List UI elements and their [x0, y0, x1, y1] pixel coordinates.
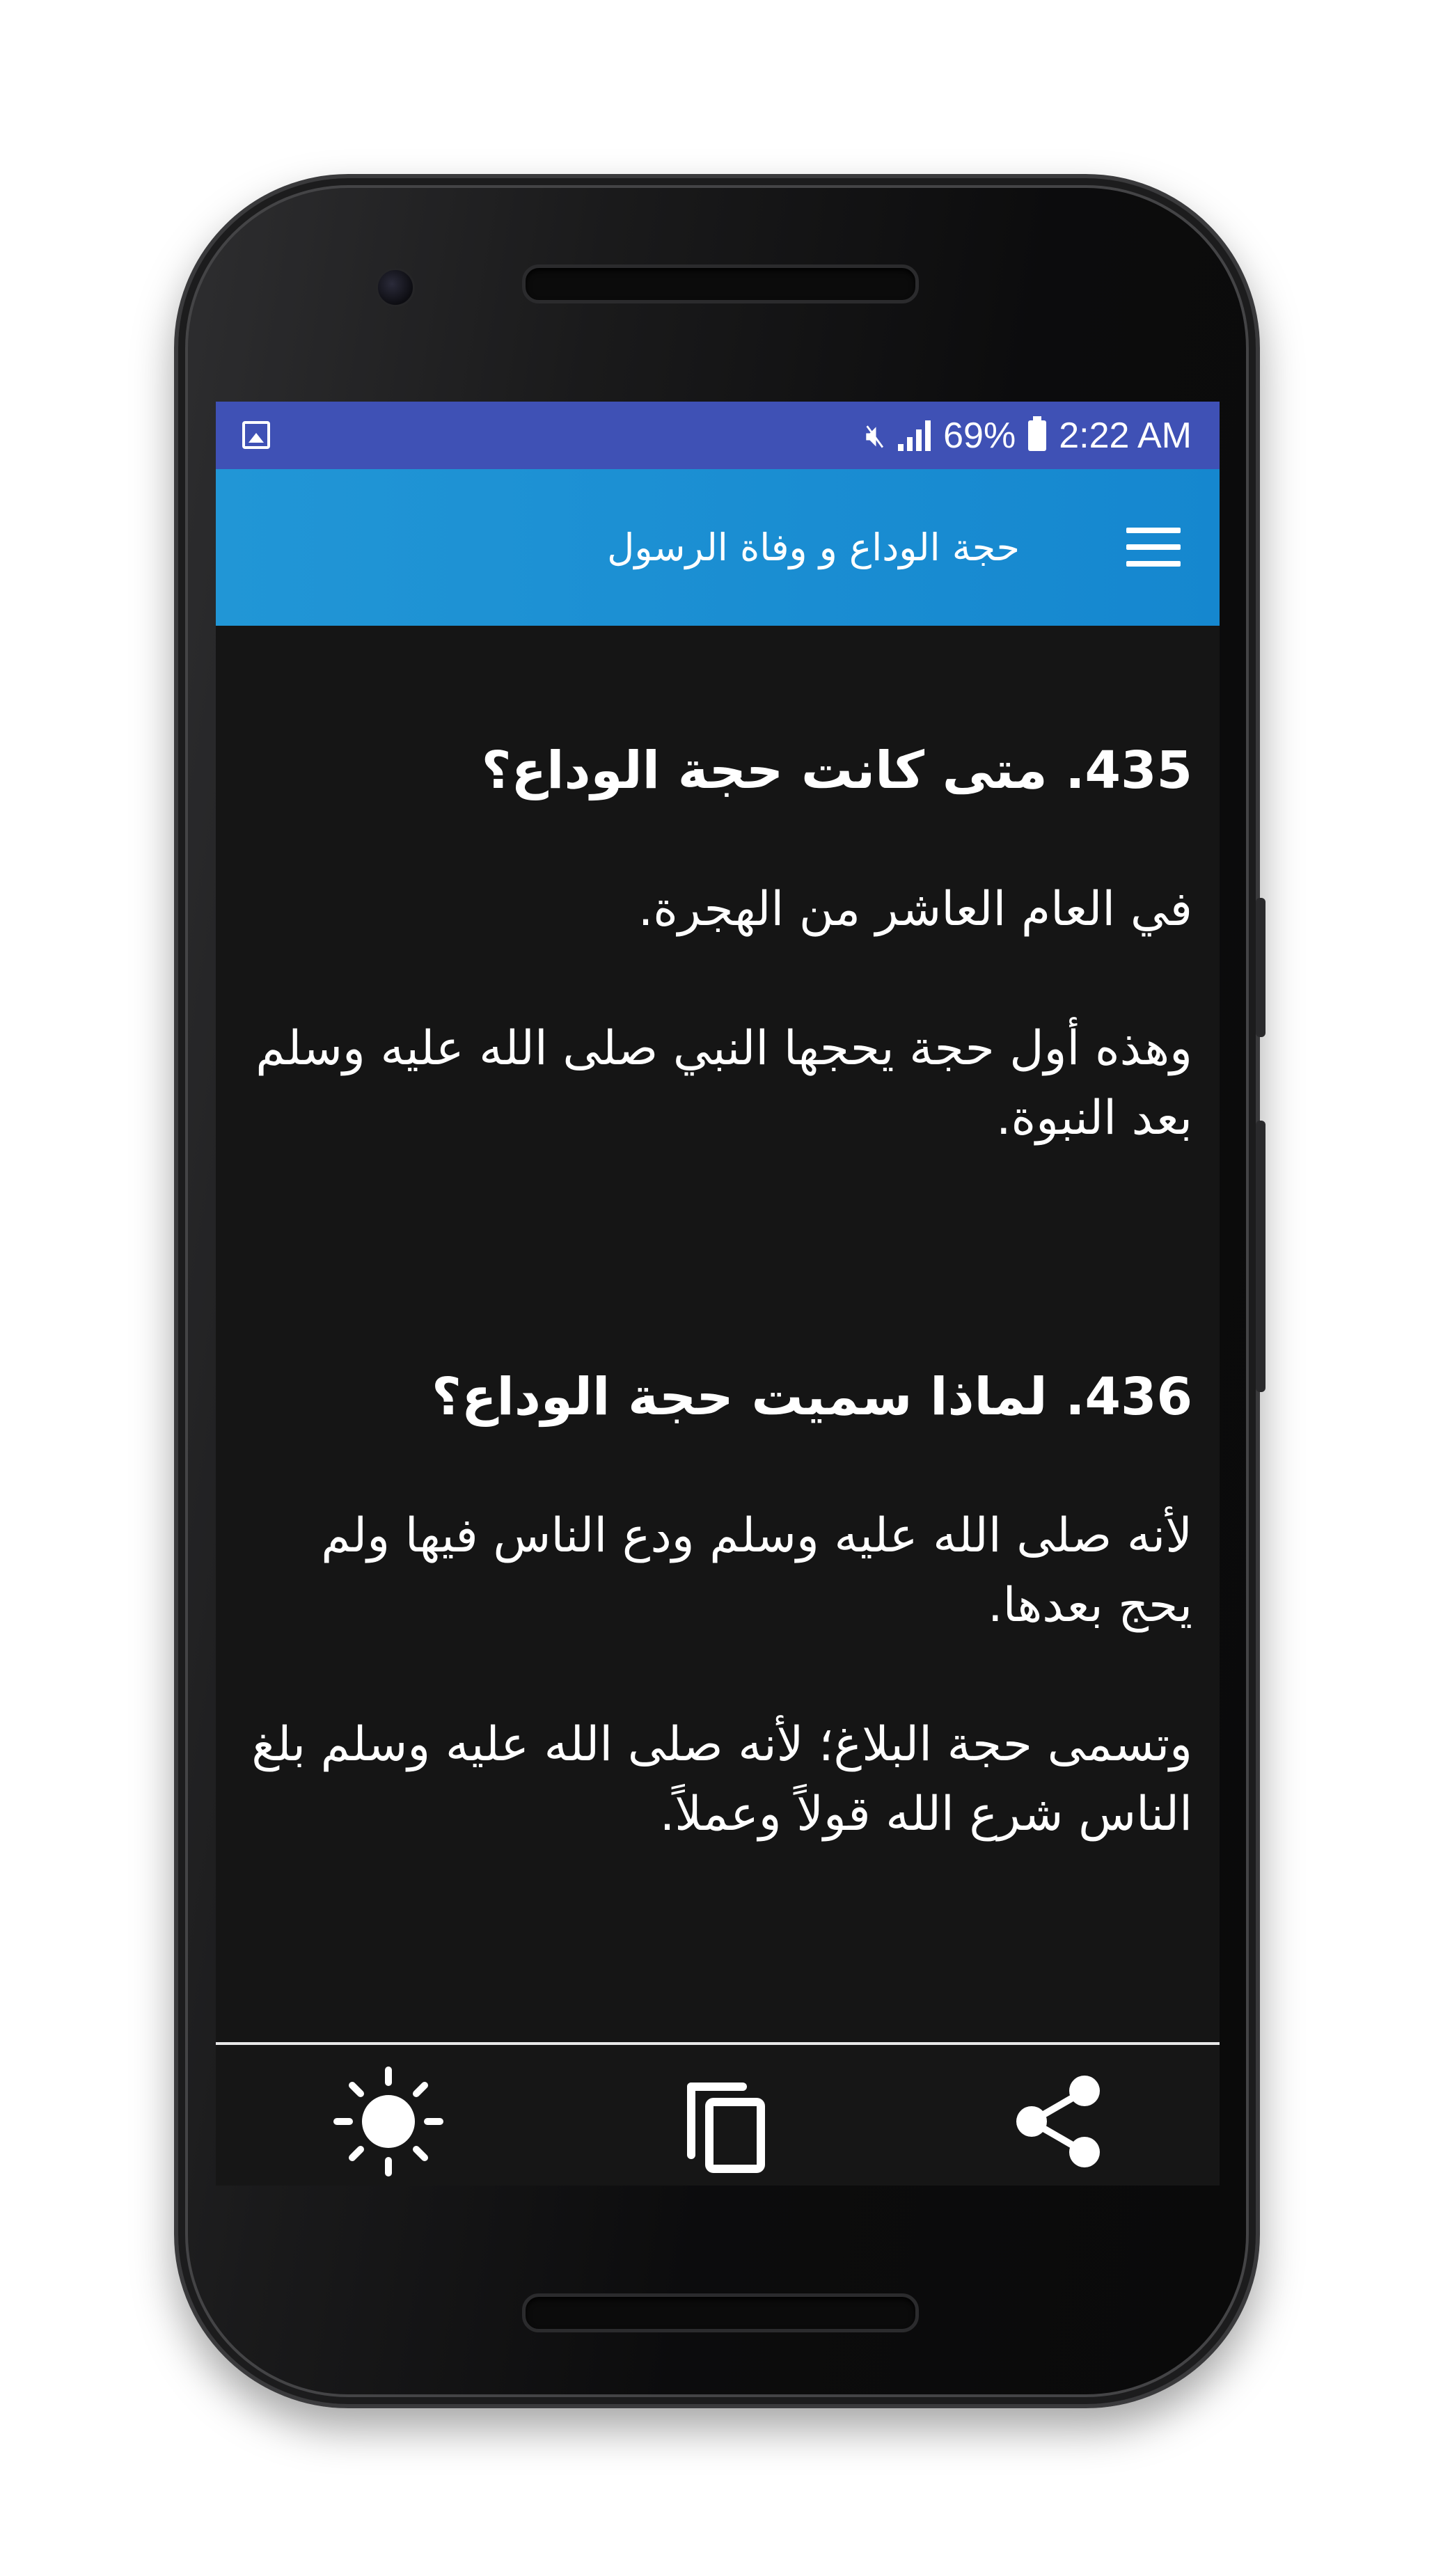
- bottom-toolbar: [216, 2042, 1220, 2186]
- copy-button[interactable]: [670, 2066, 782, 2177]
- answer-paragraph: في العام العاشر من الهجرة.: [638, 882, 1192, 937]
- brightness-button[interactable]: [333, 2066, 444, 2177]
- app-title: حجة الوداع و وفاة الرسول: [607, 526, 1020, 569]
- power-button: [1256, 898, 1265, 1037]
- qa-item-435: [237, 736, 1192, 1153]
- question-title: 435. متى كانت حجة الوداع؟: [481, 741, 1192, 800]
- share-button[interactable]: [1002, 2066, 1114, 2177]
- battery-percent: 69%: [943, 415, 1016, 456]
- status-icons: [865, 402, 1192, 469]
- earpiece-speaker: [522, 264, 919, 303]
- status-bar: [216, 402, 1220, 469]
- status-time: 2:22 AM: [1059, 415, 1192, 456]
- front-camera: [376, 268, 415, 307]
- app-bar: [216, 469, 1220, 626]
- photo-icon: [242, 421, 270, 449]
- question-title: 436. لماذا سميت حجة الوداع؟: [432, 1367, 1192, 1427]
- qa-item-436: [237, 1362, 1192, 1849]
- app-screen: [216, 402, 1220, 2186]
- answer-paragraph: وتسمى حجة البلاغ؛ لأنه صلى الله عليه وسلم بلغ الناس شرع الله قولاً وعملاً.: [251, 1717, 1192, 1842]
- brightness-icon: [333, 2066, 444, 2177]
- share-icon: [1002, 2066, 1114, 2177]
- battery-icon: [1028, 420, 1046, 451]
- content-area: [237, 626, 1192, 2032]
- volume-button: [1256, 1121, 1265, 1392]
- copy-icon: [670, 2066, 782, 2177]
- mute-icon: 🔇︎: [865, 416, 886, 453]
- answer-paragraph: لأنه صلى الله عليه وسلم ودع الناس فيها ولم يحج بعدها.: [321, 1508, 1192, 1633]
- bottom-speaker: [522, 2293, 919, 2332]
- answer-paragraph: وهذه أول حجة يحجها النبي صلى الله عليه وسلم بعد النبوة.: [255, 1021, 1192, 1146]
- signal-icon: [898, 420, 931, 451]
- hamburger-menu-icon[interactable]: [1126, 528, 1181, 567]
